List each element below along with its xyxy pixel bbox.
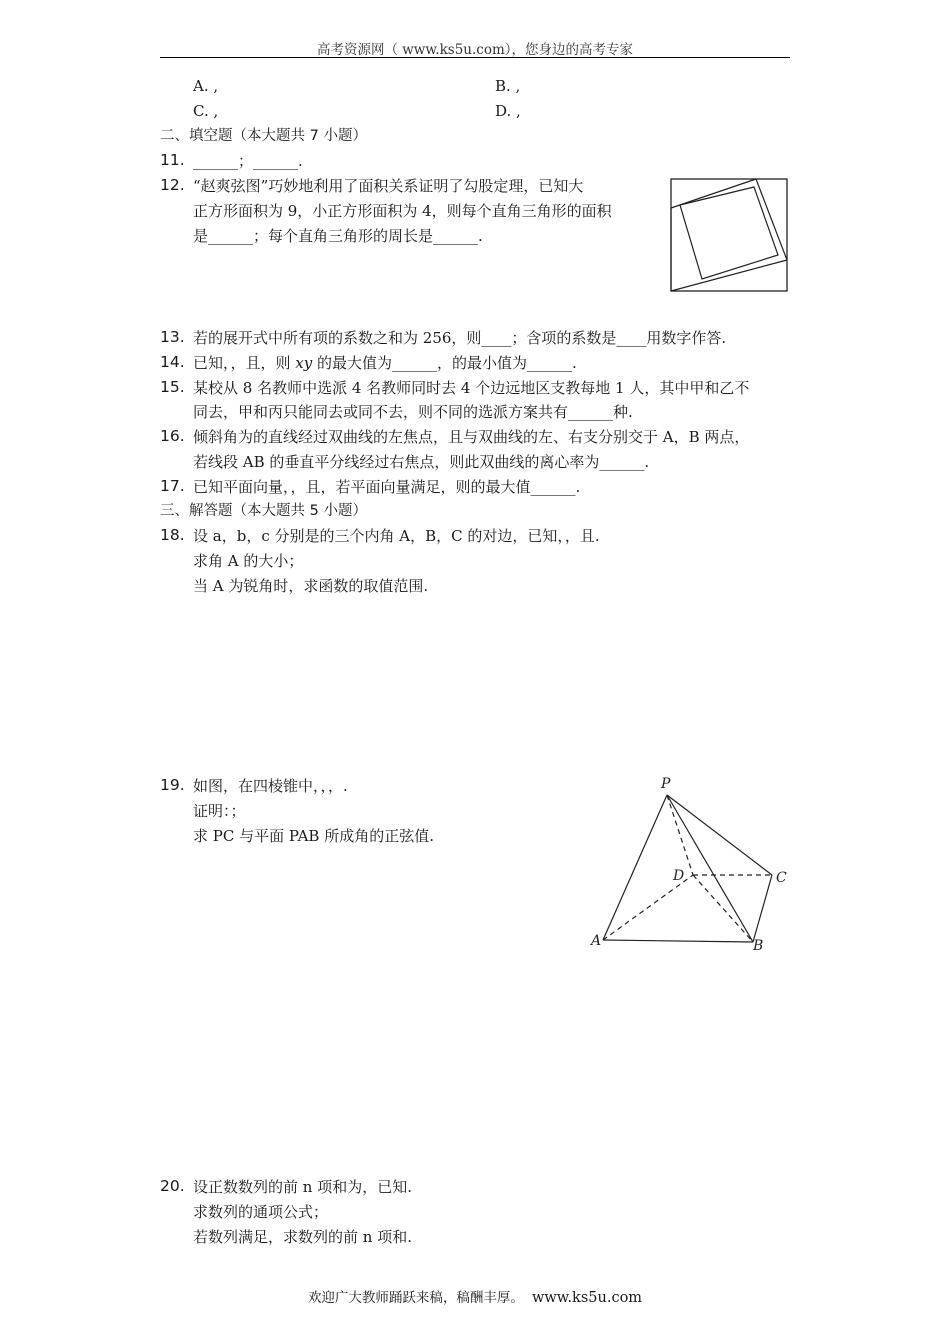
q18-line-1: 设 a，b，c 分别是的三个内角 A，B，C 的对边，已知，，且. <box>193 527 600 545</box>
label-c: C <box>776 870 787 886</box>
option-a: A. , <box>193 77 219 95</box>
q14-text <box>193 353 577 373</box>
header-rule <box>160 57 790 58</box>
zhao-shuang-diagram <box>670 178 788 292</box>
q20-line-1: 设正数数列的前 n 项和为，已知. <box>193 1178 412 1196</box>
label-b: B <box>753 938 764 954</box>
option-c: C. , <box>193 102 219 120</box>
q16-line-2: 若线段 AB 的垂直平分线经过右焦点，则此双曲线的离心率为______. <box>193 453 650 471</box>
q20-line-3: 若数列满足，求数列的前 n 项和. <box>193 1228 412 1246</box>
q19-line-2: 证明：； <box>193 802 246 820</box>
q15-number: 15. <box>160 378 185 396</box>
section-3-title: 三、解答题（本大题共 5 小题） <box>160 503 367 519</box>
section-2-title: 二、填空题（本大题共 7 小题） <box>160 128 367 144</box>
edge-ab <box>603 940 753 942</box>
q16-line-1: 倾斜角为的直线经过双曲线的左焦点，且与双曲线的左、右支分别交于 A，B 两点， <box>193 428 750 446</box>
edge-db <box>693 875 753 942</box>
q19-line-1: 如图，在四棱锥中，，，. <box>193 777 348 795</box>
q13-text: 若的展开式中所有项的系数之和为 256，则____；含项的系数是____用数字作答. <box>193 329 727 347</box>
edge-pc <box>667 795 772 875</box>
q12-line-3: 是______；每个直角三角形的周长是______. <box>193 227 483 245</box>
q11-number: 11. <box>160 151 185 169</box>
edge-bc <box>753 875 772 942</box>
q17-number: 17. <box>160 477 185 495</box>
q14-pre: 已知，，且，则 <box>193 354 296 372</box>
q20-number: 20. <box>160 1177 185 1195</box>
page-header: 高考资源网（ www.ks5u.com），您身边的高考专家 <box>316 42 634 58</box>
edge-pd <box>667 795 693 875</box>
option-b: B. , <box>495 77 521 95</box>
q14-post: 的最大值为______，的最小值为______. <box>312 354 577 372</box>
label-d: D <box>673 868 685 884</box>
q12-number: 12. <box>160 176 185 194</box>
q12-line-2: 正方形面积为 9，小正方形面积为 4，则每个直角三角形的面积 <box>193 202 612 220</box>
q20-line-2: 求数列的通项公式； <box>193 1203 329 1221</box>
q18-line-3: 当 A 为锐角时，求函数的取值范围. <box>193 577 429 595</box>
edge-pa <box>603 795 667 940</box>
q15-line-2: 同去，甲和丙只能同去或同不去，则不同的选派方案共有______种. <box>193 403 633 421</box>
q17-text: 已知平面向量，，且，若平面向量满足，则的最大值______. <box>193 478 581 496</box>
label-p: P <box>661 776 671 792</box>
q11-text: ______；______. <box>193 152 303 170</box>
q12-line-1: “赵爽弦图”巧妙地利用了面积关系证明了勾股定理，已知大 <box>193 177 584 195</box>
q18-number: 18. <box>160 526 185 544</box>
footer-text: 欢迎广大教师踊跃来稿，稿酬丰厚。 <box>307 1290 524 1306</box>
pyramid-figure <box>585 770 795 955</box>
edge-ad <box>603 875 693 940</box>
q14-var: xy <box>295 354 313 372</box>
q13-number: 13. <box>160 328 185 346</box>
q15-line-1: 某校从 8 名教师中选派 4 名教师同时去 4 个边远地区支教每地 1 人，其中甲和乙不 <box>193 379 750 397</box>
page-footer <box>0 1286 950 1306</box>
q18-line-2: 求角 A 的大小； <box>193 552 304 570</box>
q19-line-3: 求 PC 与平面 PAB 所成角的正弦值. <box>193 827 434 845</box>
q14-number: 14. <box>160 353 185 371</box>
q19-number: 19. <box>160 776 185 794</box>
label-a: A <box>591 933 602 949</box>
footer-site: www.ks5u.com <box>531 1290 643 1306</box>
q16-number: 16. <box>160 427 185 445</box>
option-d: D. , <box>495 102 521 120</box>
